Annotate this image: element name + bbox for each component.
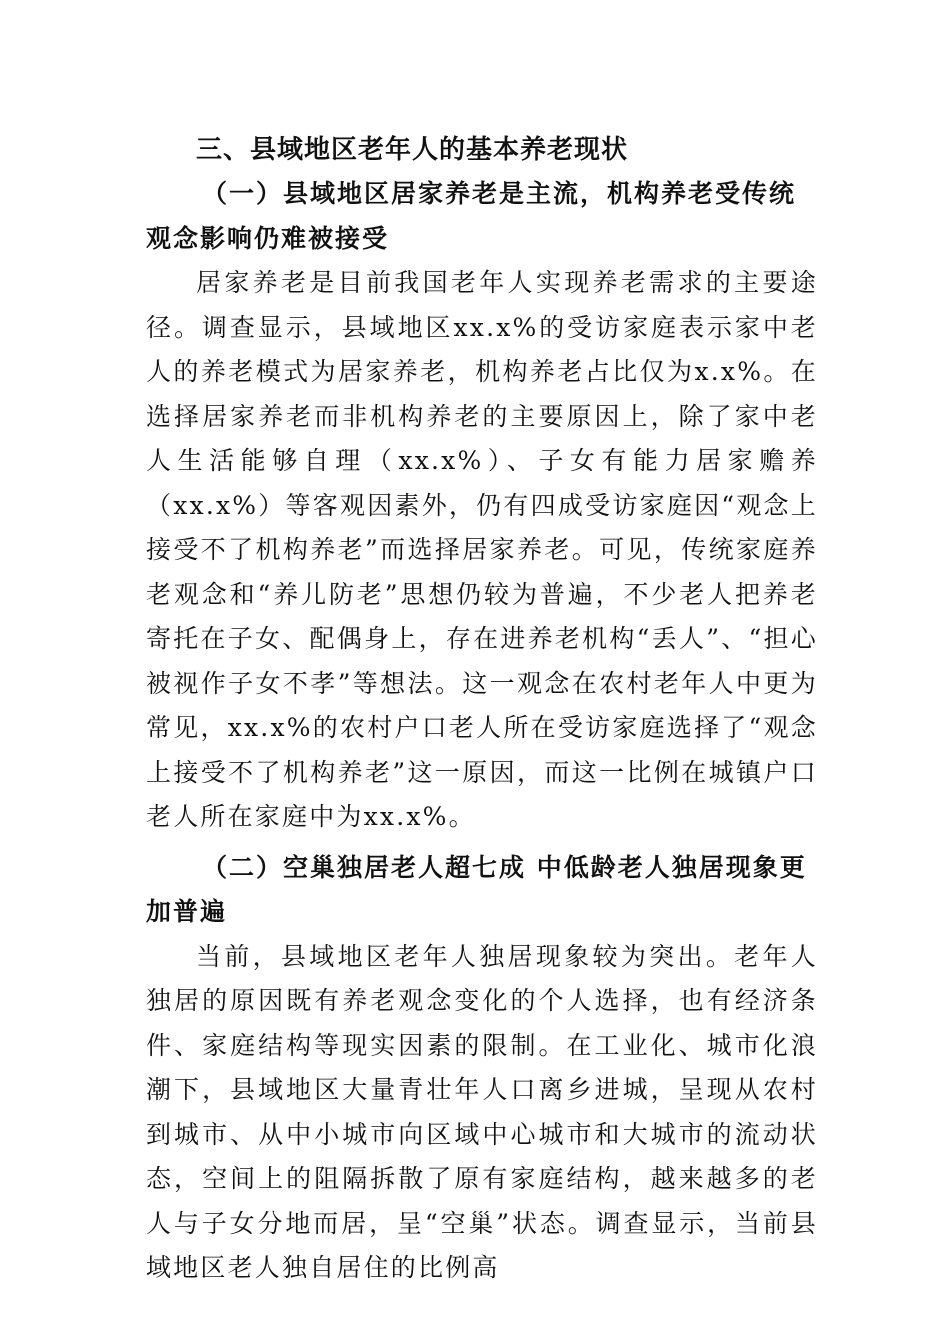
subsection-2-title: （二）空巢独居老人超七成 中低龄老人独居现象更加普遍 (146, 852, 807, 926)
document-body (146, 128, 818, 1291)
subsection-1-paragraph: 居家养老是目前我国老年人实现养老需求的主要途径。调查显示，县域地区xx.x%的受访家庭表示家中老人的养老模式为居家养老，机构养老占比仅为x.x%。在选择居家养老而非机构养老的主要原因上，除了家中老人生活能够自理（xx.x%）、子女有能力居家赡养（xx.x%）等客观因素外，仍有四成受访家庭因“观念上接受不了机构养老”而选择居家养老。可见，传统家庭养老观念和“养儿防老”思想仍较为普遍，不少老人把养老寄托在子女、配偶身上，存在进养老机构“丢人”、“担心被视作子女不孝”等想法。这一观念在农村老年人中更为常见，xx.x%的农村户口老人所在受访家庭选择了“观念上接受不了机构养老”这一原因，而这一比例在城镇户口老人所在家庭中为xx.x%。 (146, 268, 818, 831)
section-title: 三、县域地区老年人的基本养老现状 (196, 135, 629, 165)
subsection-1-title: （一）县域地区居家养老是主流，机构养老受传统观念影响仍难被接受 (146, 179, 797, 253)
subsection-2-paragraph: 当前，县域地区老年人独居现象较为突出。老年人独居的原因既有养老观念变化的个人选择，也有经济条件、家庭结构等现实因素的限制。在工业化、城市化浪潮下，县域地区大量青壮年人口离乡进城，呈现从农村到城市、从中小城市向区域中心城市和大城市的流动状态，空间上的阻隔拆散了原有家庭结构，越来越多的老人与子女分地而居，呈“空巢”状态。调查显示，当前县域地区老人独自居住的比例高 (146, 941, 818, 1282)
